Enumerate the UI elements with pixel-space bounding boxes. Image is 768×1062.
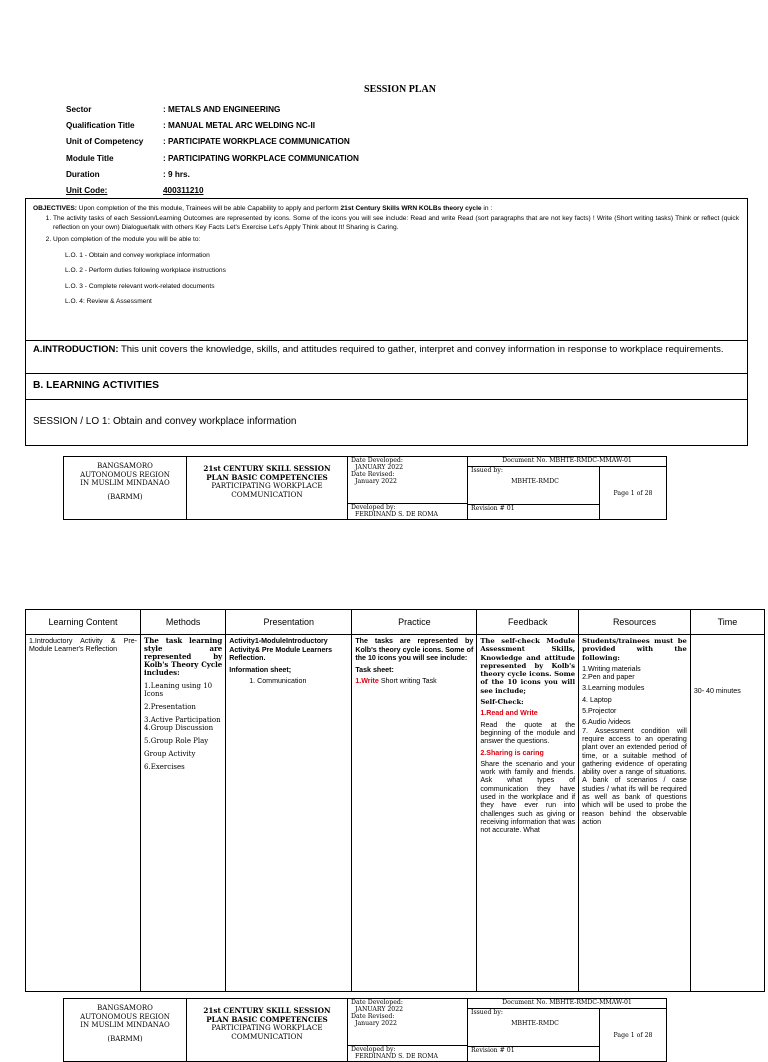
lo-1: L.O. 1 - Obtain and convey workplace information [65,251,210,259]
header-time: Time [690,610,764,635]
objectives-label: OBJECTIVES: [33,205,77,212]
session-heading: SESSION / LO 1: Obtain and convey workplace information [33,416,297,427]
duration-label: Duration [66,169,100,179]
footer-developer: Developed by: FERDINAND S. DE ROMA [348,504,468,520]
sector-label: Sector [66,104,92,114]
header-practice: Practice [352,610,477,635]
footer-page: Page 1 of 28 [600,467,667,520]
table-header-row [26,610,765,635]
plan-info [66,101,359,199]
lo-4: L.O. 4: Review & Assessment [65,298,152,306]
introduction-label: A.INTRODUCTION: [33,344,119,355]
footer-plan-title: 21st CENTURY SKILL SESSION PLAN BASIC COMPETENCIES PARTICIPATING WORKPLACE COMMUNICATION [187,457,348,520]
unit-code-label: Unit Code: [66,186,108,196]
objectives-bold: 21st Century Skills WRN KOLBs theory cycle [340,205,482,212]
session-table [25,609,765,992]
qualification-label: Qualification Title [66,120,135,130]
footer2-developer: Developed by: FERDINAND S. DE ROMA [348,1046,468,1062]
objectives-item-2: 2. Upon completion of the module you will be able to: L.O. 1 - Obtain and convey workplace information L.O. 2 - Perform duties following workplace instructions L.O. 3 - Complete relevant work-related documents L.O. 4: Review & Assessment [53,236,739,309]
footer-revision: Revision # 01 [468,505,600,520]
introduction-text: This unit covers the knowledge, skills, and attitudes required to gather, interpret and convey information in response to workplace requirements. [118,344,724,355]
sector-value: : METALS AND ENGINEERING [163,104,281,114]
header-presentation: Presentation [226,610,352,635]
header-resources: Resources [579,610,691,635]
learning-outcomes [65,248,739,310]
cell-feedback: The self-check Module Assessment Skills, Knowledge and attitude represented by Kolb's theory cycle icons. Some of the 10 icons you will see include; Self-Check: 1.Read and Write Read the quote at the beginning of the module and answer the questions. 2.Sharing is caring Share the scenario and your work with family and friends. Ask what types of communication they have used in the workplace and if they have ever run into challenges such as giving or receiving information that was not accurate. What [477,635,579,992]
competency-value: : PARTICIPATE WORKPLACE COMMUNICATION [163,137,350,147]
unit-code-row [66,182,359,198]
footer-org: BANGSAMORO AUTONOMOUS REGION IN MUSLIM MINDANAO (BARMM) [64,457,187,520]
cell-practice: The tasks are represented by Kolb's theory cycle icons. Some of the 10 icons you will see include: Task sheet: 1.Write Short writing Task [352,635,477,992]
header-learning-content: Learning Content [26,610,141,635]
lo-3: L.O. 3 - Complete relevant work-related documents [65,282,215,290]
footer-issued: Issued by: MBHTE-RMDC [468,467,600,505]
read-write-label: 1.Read and Write [480,709,538,718]
introduction-section [26,341,747,374]
cell-time: 30- 40 minutes [690,635,764,992]
footer2-page: Page 1 of 28 [600,1009,667,1062]
footer2-revision: Revision # 01 [468,1047,600,1062]
objectives-box [25,198,748,446]
footer2-issued: Issued by: MBHTE-RMDC [468,1009,600,1047]
duration-value: : 9 hrs. [163,169,190,179]
write-task-label: 1.Write [355,677,379,685]
objectives-list [33,215,739,309]
competency-label: Unit of Competency [66,137,144,147]
lo-2: L.O. 2 - Perform duties following workplace instructions [65,267,226,275]
module-label: Module Title [66,153,114,163]
cell-presentation: Activity1-ModuleIntroductory Activity& Pre Module Learners Reflection. Information sheet; 1. Communication [226,635,352,992]
footer2-org: BANGSAMORO AUTONOMOUS REGION IN MUSLIM MINDANAO (BARMM) [64,999,187,1062]
table-row [26,635,765,992]
qualification-row [66,117,359,133]
header-methods: Methods [141,610,226,635]
cell-learning-content: 1.Introductory Activity & Pre-Module Learner's Reflection [26,635,141,992]
module-row [66,150,359,166]
module-value: : PARTICIPATING WORKPLACE COMMUNICATION [163,153,359,163]
footer2-plan-title: 21st CENTURY SKILL SESSION PLAN BASIC COMPETENCIES PARTICIPATING WORKPLACE COMMUNICATION [187,999,348,1062]
page-title: SESSION PLAN [364,84,436,95]
footer-dates: Date Developed: JANUARY 2022 Date Revised: January 2022 [348,457,468,504]
qualification-value: : MANUAL METAL ARC WELDING NC-II [163,120,316,130]
objectives-item-1: 1. The activity tasks of each Session/Learning Outcomes are represented by icons. Some of the icons you will see include: Read and write Read (sort paragraphs that are not key facts) ! Write (Short writing tasks) Think or reflect (quick reflection on your own) Dialogue/talk with others Key Facts Let's Exercise Let's Apply Think about It! Sharing is Caring. [53,215,739,232]
document-footer-2 [63,998,667,1062]
competency-row [66,134,359,150]
footer-doc-no: Document No. MBHTE-RMDC-MMAW-01 [468,457,667,467]
unit-code-value: 400311210 [163,186,204,196]
sector-row [66,101,359,117]
document-footer [63,456,667,520]
learning-activities-heading: B. LEARNING ACTIVITIES [26,374,747,400]
cell-methods: The task learning style are represented by Kolb's Theory Cycle includes: 1.Leaning using 10 Icons 2.Presentation 3.Active Participation 4.Group Discussion 5.Group Role Play Group Activity 6.Exercises [141,635,226,992]
objectives-text: OBJECTIVES: Upon completion of the this module, Trainees will be able Capability to apply and perform 21st Century Skills WRN KOLBs theory cycle in : [33,205,493,212]
footer2-dates: Date Developed: JANUARY 2022 Date Revised: January 2022 [348,999,468,1046]
header-feedback: Feedback [477,610,579,635]
cell-resources: Students/trainees must be provided with the following: 1.Writing materials 2.Pen and paper 3.Learning modules 4. Laptop 5.Projector 6.Audio /videos 7. Assessment condition will require access to an operating plant over an extended period of time, or a suitable method of gathering evidence of operating ability over a range of situations. A bank of scenarios / case studies / what ifs will be required as well as bank of questions which will be used to probe the reason behind the observable action [579,635,691,992]
sharing-label: 2.Sharing is caring [480,748,544,757]
objectives-section [26,199,747,341]
footer2-doc-no: Document No. MBHTE-RMDC-MMAW-01 [468,999,667,1009]
duration-row [66,166,359,182]
